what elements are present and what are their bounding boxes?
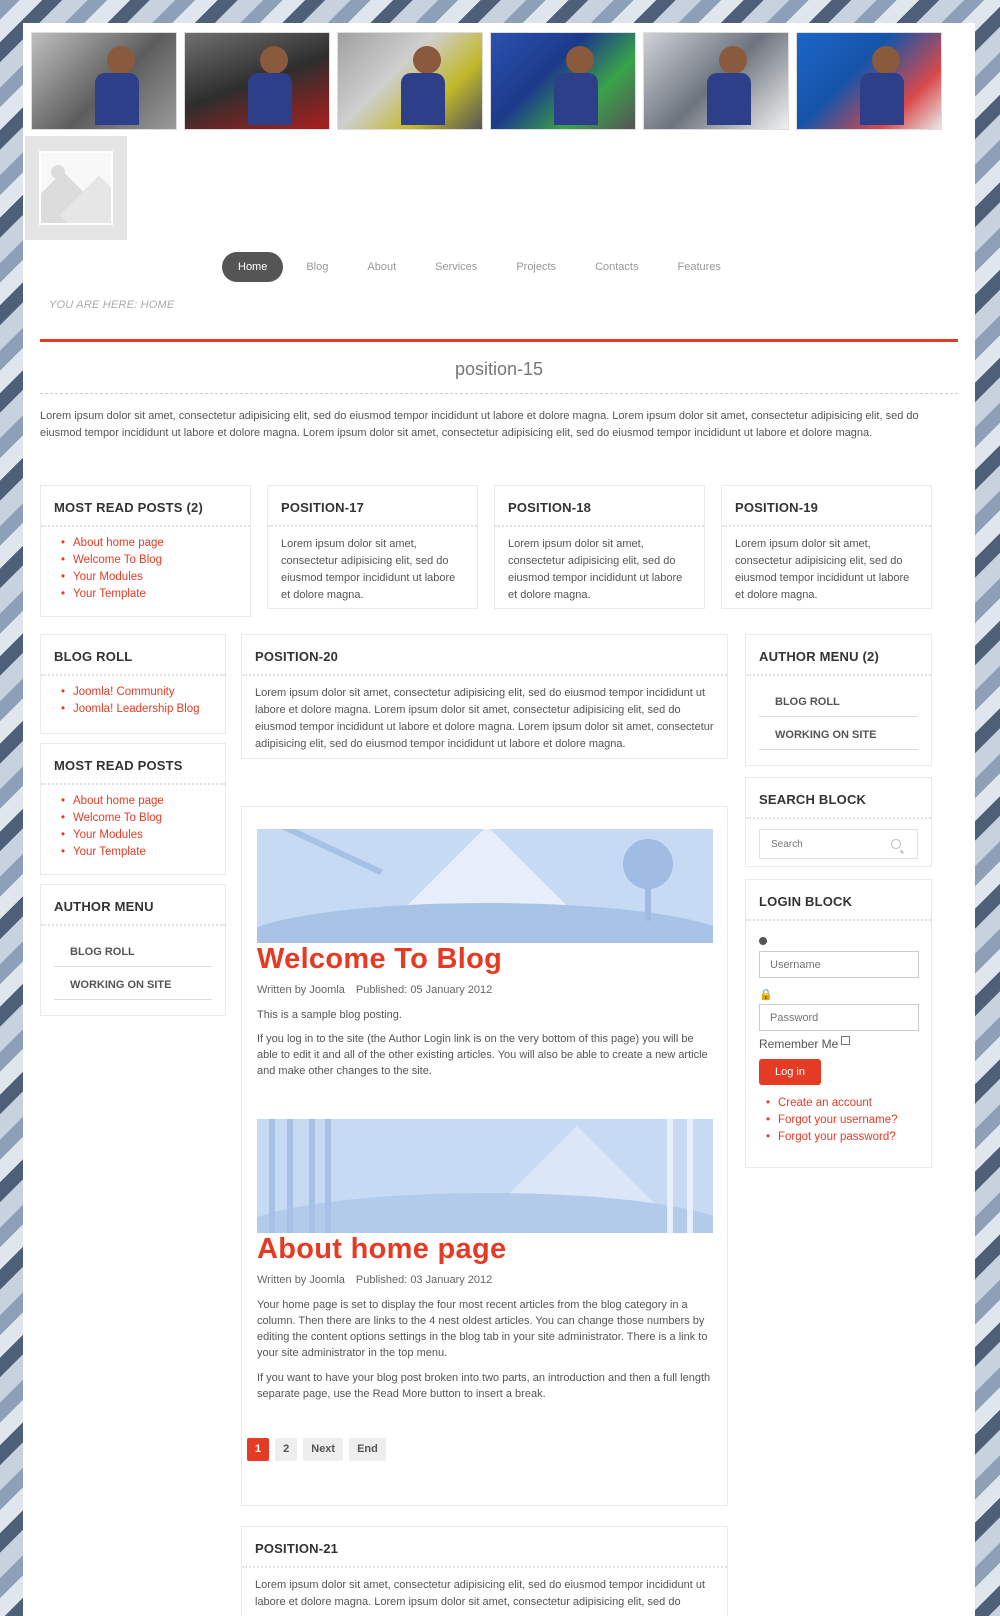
nav-features[interactable]: Features — [677, 261, 721, 273]
pagination — [247, 1438, 386, 1461]
gallery-photo[interactable] — [490, 32, 636, 130]
menu-item-blog-roll[interactable]: BLOG ROLL — [759, 684, 918, 717]
post-link[interactable]: • About home page — [61, 793, 212, 810]
most-read-posts-2-module — [40, 485, 251, 617]
module-text: Lorem ipsum dolor sit amet, consectetur adipisicing elit, sed do eiusmod tempor incididunt ut labore et dolore magna. — [281, 538, 456, 601]
module-text: Lorem ipsum dolor sit amet, consectetur adipisicing elit, sed do eiusmod tempor incididunt ut labore et dolore magna. Lorem ipsum dolor sit amet, consectetur adipisicing elit, sed do — [255, 1579, 706, 1608]
module-title: LOGIN BLOCK — [746, 880, 931, 921]
post-author: Written by Joomla — [257, 1274, 345, 1286]
breadcrumb: YOU ARE HERE: HOME — [49, 299, 175, 311]
post-link[interactable]: • Your Modules — [61, 827, 212, 844]
position-21-module — [241, 1526, 728, 1616]
accent-divider — [40, 339, 958, 342]
nav-contacts[interactable]: Contacts — [595, 261, 639, 273]
position-18-module — [494, 485, 705, 609]
gallery-photo[interactable] — [31, 32, 177, 130]
module-title: MOST READ POSTS (2) — [41, 486, 250, 527]
module-title: AUTHOR MENU (2) — [746, 635, 931, 676]
menu-item-working-on-site[interactable]: WORKING ON SITE — [54, 967, 212, 1000]
most-read-posts-module — [40, 743, 226, 875]
post-paragraph: If you log in to the site (the Author Login link is on the very bottom of this page) you will be able to edit it and all of the other existing articles. You will also be able to create a new article and make other changes to the site. — [257, 1033, 708, 1077]
post-date: Published: 05 January 2012 — [355, 984, 493, 996]
post-paragraph: This is a sample blog posting. — [257, 1009, 402, 1021]
menu-item-working-on-site[interactable]: WORKING ON SITE — [759, 717, 918, 750]
module-title: SEARCH BLOCK — [746, 778, 931, 819]
nav-services[interactable]: Services — [435, 261, 478, 273]
page — [23, 23, 975, 1616]
position-19-module — [721, 485, 932, 609]
post-meta — [257, 1274, 492, 1286]
blog-roll-link[interactable]: • Joomla! Leadership Blog — [61, 701, 212, 718]
position-15-title: position-15 — [454, 359, 544, 379]
forgot-password-link[interactable]: • Forgot your password? — [766, 1129, 918, 1146]
gallery-photo[interactable] — [796, 32, 942, 130]
post-link[interactable]: • Welcome To Blog — [61, 552, 237, 569]
position-15-text: Lorem ipsum dolor sit amet, consectetur adipisicing elit, sed do eiusmod tempor incididunt ut labore et dolore magna. Lorem ipsum dolor sit amet, consectetur adipisicing elit, sed do eiusmod tempor incididunt ut labore et dolore magna. Lorem ipsum dolor sit amet, consectetur adipisicing elit, sed do eiusmod tempor incididunt ut labore et dolore magna. — [40, 410, 919, 439]
nav-about[interactable]: About — [367, 261, 397, 273]
search-input[interactable] — [760, 830, 880, 858]
password-input[interactable] — [759, 1004, 919, 1031]
nav-home[interactable]: Home — [222, 252, 283, 282]
search-icon[interactable] — [891, 839, 901, 849]
search-module — [745, 777, 932, 867]
post-author: Written by Joomla — [257, 984, 345, 996]
post-link[interactable]: • Your Template — [61, 586, 237, 603]
post-link[interactable]: • Welcome To Blog — [61, 810, 212, 827]
next-page-button[interactable]: Next — [303, 1438, 343, 1461]
author-menu-module — [40, 884, 226, 1016]
module-text: Lorem ipsum dolor sit amet, consectetur adipisicing elit, sed do eiusmod tempor incididunt ut labore et dolore magna. Lorem ipsum dolor sit amet, consectetur adipisicing elit, sed do eiusmod tempor incididunt ut labore et dolore magna. Lorem ipsum dolor sit amet, consectetur adipisicing elit, sed do eiusmod tempor incididunt ut labore et dolore magna. — [255, 687, 714, 750]
page-2-button[interactable]: 2 — [275, 1438, 297, 1461]
end-page-button[interactable]: End — [349, 1438, 386, 1461]
module-title: BLOG ROLL — [41, 635, 225, 676]
remember-me — [759, 1037, 918, 1051]
forgot-username-link[interactable]: • Forgot your username? — [766, 1112, 918, 1129]
remember-me-label: Remember Me — [759, 1037, 839, 1051]
post-image — [257, 829, 713, 943]
login-button[interactable]: Log in — [759, 1059, 821, 1085]
module-title: MOST READ POSTS — [41, 744, 225, 785]
position-17-module — [267, 485, 478, 609]
username-input[interactable] — [759, 951, 919, 978]
menu-item-blog-roll[interactable]: BLOG ROLL — [54, 934, 212, 967]
module-title: POSITION-21 — [242, 1527, 727, 1568]
nav-blog[interactable]: Blog — [306, 261, 329, 273]
position-20-module — [241, 634, 728, 759]
search-field — [759, 829, 918, 859]
dotted-divider — [40, 393, 958, 394]
blog-posts — [241, 806, 728, 1506]
post-paragraph: If you want to have your blog post broken into two parts, an introduction and then a full length separate page, use the Read More button to insert a break. — [257, 1372, 711, 1400]
author-menu-2-module — [745, 634, 932, 766]
gallery-photo[interactable] — [184, 32, 330, 130]
blog-roll-link[interactable]: • Joomla! Community — [61, 684, 212, 701]
nav-projects[interactable]: Projects — [516, 261, 557, 273]
module-title: POSITION-19 — [722, 486, 931, 527]
create-account-link[interactable]: • Create an account — [766, 1095, 918, 1112]
user-icon — [759, 935, 918, 949]
page-1-button[interactable]: 1 — [247, 1438, 269, 1461]
post-link[interactable]: • About home page — [61, 535, 237, 552]
login-module — [745, 879, 932, 1168]
post-image — [257, 1119, 713, 1233]
blog-roll-module — [40, 634, 226, 734]
post-link[interactable]: • Your Modules — [61, 569, 237, 586]
post-title[interactable]: Welcome To Blog — [257, 943, 503, 975]
module-title: POSITION-18 — [495, 486, 704, 527]
module-text: Lorem ipsum dolor sit amet, consectetur adipisicing elit, sed do eiusmod tempor incididunt ut labore et dolore magna. — [508, 538, 683, 601]
post-paragraph: Your home page is set to display the four most recent articles from the blog category in a column. Then there are links to the 4 nest oldest articles. You can change those numbers by editing the content options settings in the blog tab in your site administrator. There is a link to your site administrator in the top menu. — [257, 1299, 708, 1359]
site-logo[interactable] — [25, 136, 127, 240]
module-text: Lorem ipsum dolor sit amet, consectetur adipisicing elit, sed do eiusmod tempor incididunt ut labore et dolore magna. — [735, 538, 910, 601]
post-meta — [257, 984, 492, 996]
gallery-photo[interactable] — [643, 32, 789, 130]
module-title: POSITION-17 — [268, 486, 477, 527]
post-title[interactable]: About home page — [257, 1233, 507, 1265]
image-placeholder-icon — [39, 151, 113, 225]
remember-me-checkbox[interactable] — [841, 1036, 850, 1045]
post-link[interactable]: • Your Template — [61, 844, 212, 861]
lock-icon: 🔒 — [759, 989, 773, 1001]
post-date: Published: 03 January 2012 — [355, 1274, 493, 1286]
header-gallery — [31, 32, 942, 130]
module-title: POSITION-20 — [242, 635, 727, 676]
module-title: AUTHOR MENU — [41, 885, 225, 926]
gallery-photo[interactable] — [337, 32, 483, 130]
main-nav — [222, 252, 744, 282]
